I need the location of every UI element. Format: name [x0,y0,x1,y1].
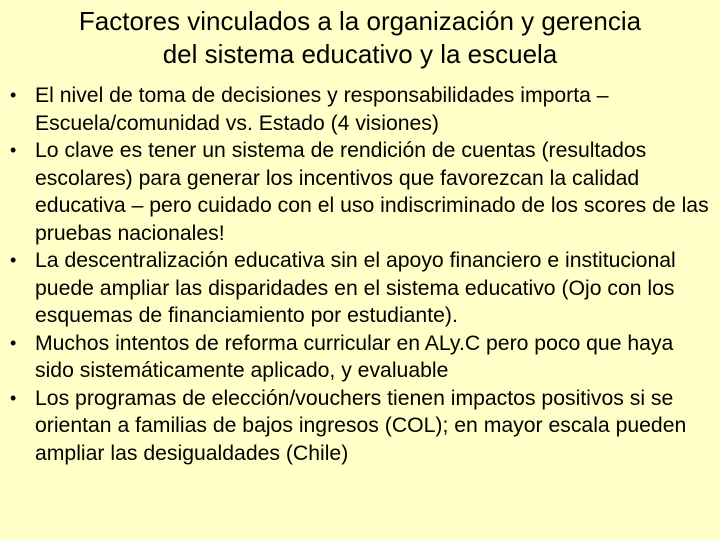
bullet-list [0,82,720,467]
bullet-item [0,247,720,330]
slide-title [0,0,720,71]
bullet-marker: • [10,332,17,353]
bullet-item [0,82,720,137]
bullet-marker: • [10,85,17,105]
bullet-text: El nivel de toma de decisiones y responsabilidades importa – Escuela/comunidad vs. Estado (4 visiones) [35,84,609,135]
bullet-item [0,330,720,385]
slide-title-line-2: del sistema educativo y la escuela [162,39,558,69]
slide-title-line-1: Factores vinculados a la organización y gerencia [78,6,642,36]
bullet-text: Los programas de elección/vouchers tienen impactos positivos si se orientan a familias de bajos ingresos (COL); en mayor escala pueden ampliar las desigualdades (Chile) [35,386,687,465]
bullet-marker: • [10,250,17,270]
bullet-marker: • [10,140,17,160]
bullet-marker: • [10,387,17,408]
bullet-item [0,137,720,247]
bullet-text: La descentralización educativa sin el apoyo financiero e institucional puede ampliar las disparidades en el sistema educativo (Ojo con los esquemas de financiamiento por estudiante). [35,249,676,327]
bullet-text: Lo clave es tener un sistema de rendición de cuentas (resultados escolares) para generar los incentivos que favorezcan la calidad educativa – pero cuidado con el uso indiscriminado de los scores de las pruebas nacionales! [35,139,709,245]
bullet-item [0,385,720,468]
bullet-text: Muchos intentos de reforma curricular en ALy.C pero poco que haya sido sistemáticamente aplicado, y evaluable [35,331,674,382]
